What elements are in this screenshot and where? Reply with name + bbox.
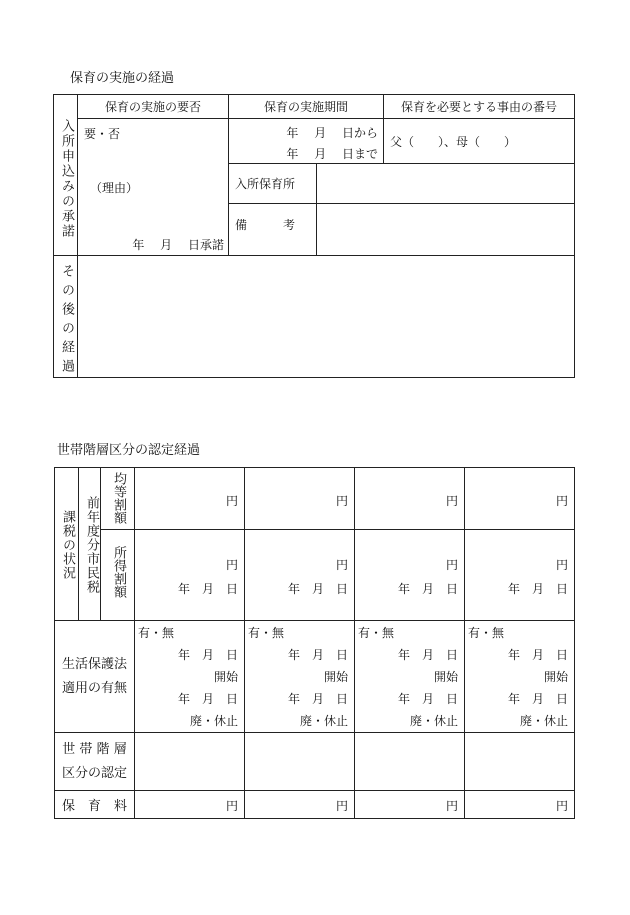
yen-unit: 円 <box>445 799 458 813</box>
fee-label: 保 育 料 <box>61 799 127 814</box>
welfare-col3[interactable] <box>355 621 465 733</box>
household-col4[interactable] <box>465 733 575 791</box>
yen-unit: 円 <box>445 558 458 572</box>
yen-unit: 円 <box>555 494 568 508</box>
nursery-label: 入所保育所 <box>235 177 296 191</box>
approval-date: 年 月 日承諾 <box>132 238 224 252</box>
welfare-start: 開始 <box>433 670 458 684</box>
date-ymd: 年 月 日 <box>177 692 238 706</box>
fee-col1[interactable] <box>135 791 245 819</box>
welfare-end: 廃・休止 <box>299 714 348 728</box>
header-period-text: 保育の実施期間 <box>264 100 349 114</box>
fee-col2[interactable] <box>245 791 355 819</box>
welfare-yes-no: 有・無 <box>248 626 285 640</box>
header-reason-number-text: 保育を必要とする事由の番号 <box>401 100 558 114</box>
approval-cell[interactable] <box>78 119 229 256</box>
header-approval-text: 保育の実施の要否 <box>104 100 201 114</box>
household-col2[interactable] <box>245 733 355 791</box>
welfare-col1[interactable] <box>135 621 245 733</box>
welfare-end: 廃・休止 <box>189 714 238 728</box>
nursery-value-cell[interactable] <box>317 164 575 204</box>
equal-share-col1[interactable] <box>135 468 245 530</box>
header-period <box>229 95 384 119</box>
fee-col4[interactable] <box>465 791 575 819</box>
household-label-line1: 世 帯 階 層 <box>62 741 127 757</box>
remarks-label-cell <box>229 204 317 256</box>
date-ymd: 年 月 日 <box>397 582 458 596</box>
equal-share-col3[interactable] <box>355 468 465 530</box>
progress-label-cell <box>54 256 78 378</box>
section1-title: 保育の実施の経過 <box>70 71 175 86</box>
care-progress-table <box>53 94 575 378</box>
progress-label: その後の経過 <box>59 264 74 378</box>
welfare-yes-no: 有・無 <box>468 626 505 640</box>
fee-label-cell <box>55 791 135 819</box>
welfare-end: 廃・休止 <box>519 714 568 728</box>
date-ymd: 年 月 日 <box>397 692 458 706</box>
household-col1[interactable] <box>135 733 245 791</box>
approval-reason-label: （理由） <box>90 181 139 195</box>
household-label-line2: 区分の認定 <box>61 765 127 781</box>
welfare-label-line1: 生活保護法 <box>61 656 127 672</box>
header-approval <box>78 95 229 119</box>
household-tier-table <box>54 467 575 819</box>
section2-title: 世帯階層区分の認定経過 <box>57 443 201 458</box>
date-ymd: 年 月 日 <box>177 648 238 662</box>
yen-unit: 円 <box>555 558 568 572</box>
income-share-col3[interactable] <box>355 530 465 621</box>
date-ymd: 年 月 日 <box>507 648 568 662</box>
welfare-label-cell <box>55 621 135 733</box>
reason-number-cell[interactable] <box>384 119 575 164</box>
date-ymd: 年 月 日 <box>507 582 568 596</box>
income-share-col2[interactable] <box>245 530 355 621</box>
period-from: 年 月 日から <box>286 126 379 140</box>
welfare-start: 開始 <box>213 670 238 684</box>
welfare-yes-no: 有・無 <box>358 626 395 640</box>
tax-status-label-cell <box>55 468 79 621</box>
equal-share-col2[interactable] <box>245 468 355 530</box>
prior-year-tax-label-cell <box>79 468 101 621</box>
nursery-label-cell <box>229 164 317 204</box>
progress-value-cell[interactable] <box>78 256 575 378</box>
welfare-yes-no: 有・無 <box>138 626 175 640</box>
remarks-label: 備 考 <box>235 218 296 232</box>
application-approval-label-cell <box>54 95 78 256</box>
header-reason-number <box>384 95 575 119</box>
fee-col3[interactable] <box>355 791 465 819</box>
yen-unit: 円 <box>335 494 348 508</box>
household-label-cell <box>55 733 135 791</box>
equal-share-label-cell <box>101 468 135 530</box>
income-share-col4[interactable] <box>465 530 575 621</box>
date-ymd: 年 月 日 <box>397 648 458 662</box>
application-approval-label: 入所申込みの承諾 <box>59 119 74 239</box>
welfare-start: 開始 <box>323 670 348 684</box>
date-ymd: 年 月 日 <box>177 582 238 596</box>
equal-share-col4[interactable] <box>465 468 575 530</box>
household-col3[interactable] <box>355 733 465 791</box>
welfare-col2[interactable] <box>245 621 355 733</box>
welfare-col4[interactable] <box>465 621 575 733</box>
parents-reason-number: 父（ ）、母（ ） <box>390 134 517 149</box>
income-share-label: 所得割額 <box>111 546 126 598</box>
equal-share-label: 均等割額 <box>111 472 126 524</box>
yen-unit: 円 <box>225 799 238 813</box>
welfare-label-line2: 適用の有無 <box>61 680 127 696</box>
yen-unit: 円 <box>225 494 238 508</box>
yen-unit: 円 <box>225 558 238 572</box>
approval-yes-no: 要・否 <box>84 127 121 141</box>
date-ymd: 年 月 日 <box>287 692 348 706</box>
yen-unit: 円 <box>335 799 348 813</box>
date-ymd: 年 月 日 <box>507 692 568 706</box>
yen-unit: 円 <box>445 494 458 508</box>
prior-year-tax-label: 前年度分市民税 <box>84 496 99 594</box>
tax-status-label: 課税の状況 <box>60 510 75 580</box>
welfare-start: 開始 <box>543 670 568 684</box>
date-ymd: 年 月 日 <box>287 648 348 662</box>
date-ymd: 年 月 日 <box>287 582 348 596</box>
welfare-end: 廃・休止 <box>409 714 458 728</box>
income-share-label-cell <box>101 530 135 621</box>
remarks-value-cell[interactable] <box>317 204 575 256</box>
yen-unit: 円 <box>555 799 568 813</box>
yen-unit: 円 <box>335 558 348 572</box>
income-share-col1[interactable] <box>135 530 245 621</box>
period-cell[interactable] <box>229 119 384 164</box>
period-to: 年 月 日まで <box>286 147 379 161</box>
